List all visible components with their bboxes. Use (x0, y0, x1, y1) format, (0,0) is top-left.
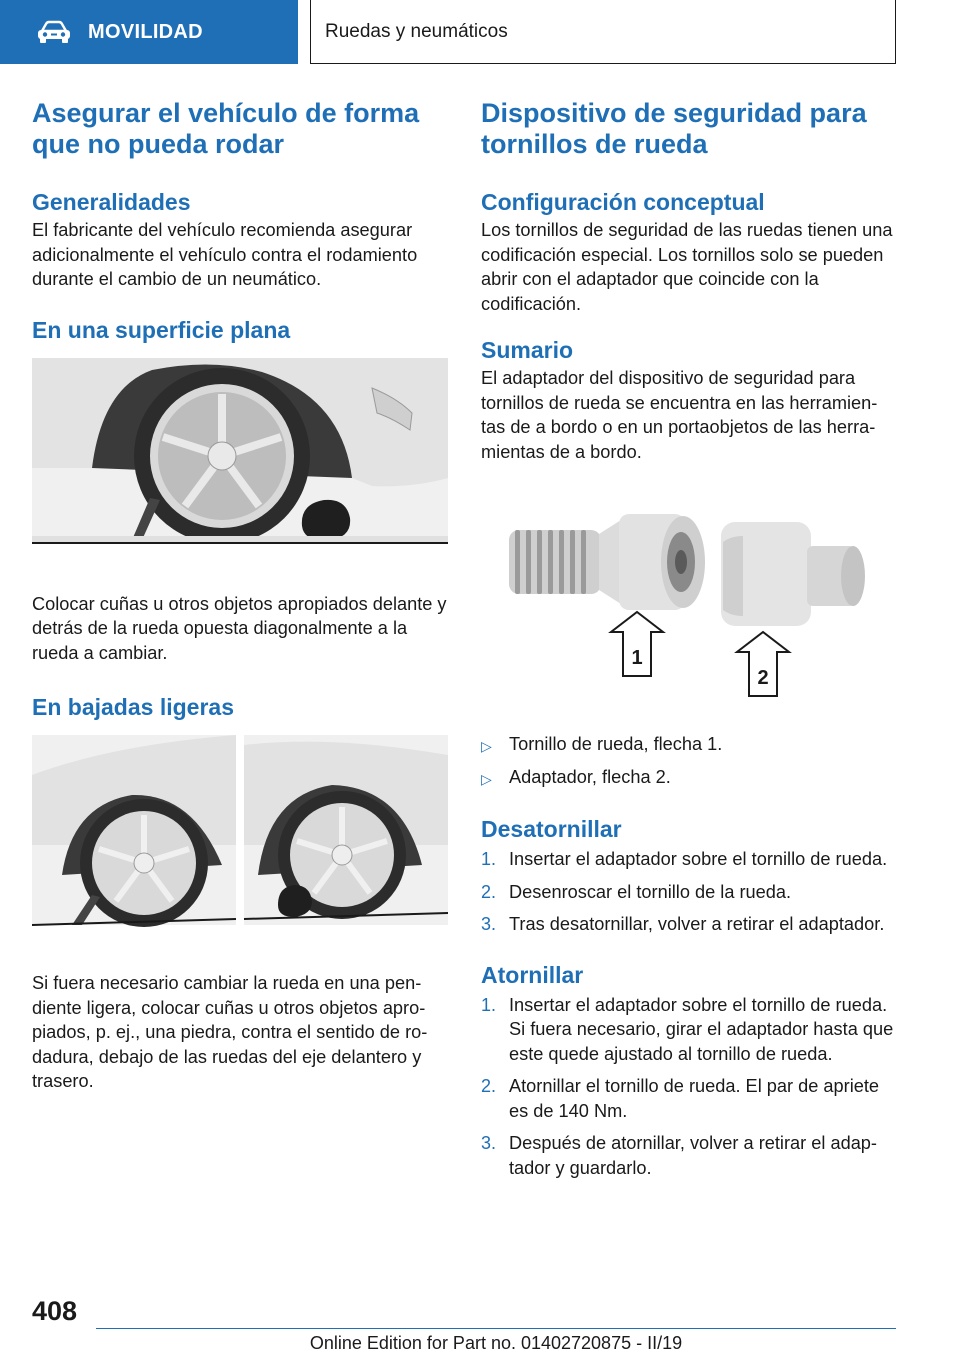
page-number: 408 (32, 1296, 78, 1326)
right-column (481, 98, 895, 1180)
section-tab[interactable] (0, 0, 298, 64)
bolt-adapter-illustration (481, 486, 895, 712)
triangle-bullet-icon: ▷ (481, 770, 492, 787)
list-item: 2. Desenroscar el tornillo de la rueda. (481, 881, 792, 902)
page-title-right: Dispositivo de seguridad para tornillos de rueda (481, 98, 867, 159)
heading-configuracion: Configuración conceptual (481, 189, 765, 215)
text-configuracion: Los tornillos de seguridad de las ruedas tienen una codificación especial. Los tornillos solo se pueden abrir con el adaptador que coincide con la codificación. (481, 220, 893, 314)
bolt-adapter-figure (481, 486, 895, 712)
screw-steps (481, 993, 895, 1181)
text-superficie-plana: Colocar cuñas u otros objetos apropiados delante y detrás de la rueda opuesta diagonalmente a la rueda a cambiar. (32, 593, 447, 663)
flat-surface-illustration (32, 358, 448, 544)
text-generalidades: El fabricante del vehículo recomienda asegurar adicionalmente el vehículo contra el rodamiento durante el cambio de un neumático. (32, 220, 418, 289)
page-title-left: Asegurar el vehículo de forma que no pueda rodar (32, 98, 420, 159)
list-item: 1. Insertar el adaptador sobre el tornillo de rueda. Si fuera necesario, girar el adaptador hasta que este quede ajustado al tornillo de rueda. (481, 994, 894, 1064)
arrow-label-1: 1 (631, 647, 643, 669)
list-item: ▷ Tornillo de rueda, flecha 1. (481, 732, 895, 757)
heading-bajadas-ligeras: En bajadas ligeras (32, 694, 234, 720)
text-sumario: El adaptador del dispositivo de seguridad para tornillos de rueda se encuentra en las herramientas de a bordo o en un portaobjetos de las herramientas de a bordo. (481, 368, 878, 462)
parts-list (481, 732, 895, 789)
footer-divider (96, 1328, 896, 1329)
chapter-header (310, 0, 896, 64)
edition-text: Online Edition for Part no. 01402720875 - II/19 (309, 1333, 683, 1353)
list-item: ▷ Adaptador, flecha 2. (481, 765, 895, 790)
section-title: MOVILIDAD (88, 20, 203, 43)
heading-superficie-plana: En una superficie plana (32, 316, 291, 343)
heading-atornillar: Atornillar (481, 961, 584, 988)
list-item: 3. Después de atornillar, volver a retirar el adaptador y guardarlo. (481, 1133, 877, 1178)
wheel-flat-figure (32, 358, 448, 544)
list-item: 2. Atornillar el tornillo de rueda. El par de apriete es de 140 Nm. (481, 1076, 880, 1121)
unscrew-steps (481, 847, 895, 937)
chapter-title: Ruedas y neumáticos (325, 20, 508, 42)
heading-desatornillar: Desatornillar (481, 816, 622, 842)
triangle-bullet-icon: ▷ (481, 738, 492, 754)
arrow-label-2: 2 (757, 667, 769, 689)
wheel-slope-figure (32, 735, 448, 931)
left-column (32, 98, 448, 1094)
heading-sumario: Sumario (481, 337, 574, 363)
slope-illustration (32, 735, 448, 931)
list-item: 1. Insertar el adaptador sobre el tornillo de rueda. (481, 849, 888, 869)
list-item: 3. Tras desatornillar, volver a retirar el adaptador. (481, 914, 885, 934)
car-icon (36, 20, 72, 44)
heading-generalidades: Generalidades (32, 189, 191, 215)
text-bajadas-ligeras: Si fuera necesario cambiar la rueda en una pendiente ligera, colocar cuñas u otros objetos apropiados, p. ej., una piedra, contra el sentido de rodadura, debajo de las ruedas del eje delantero y trasero. (32, 973, 428, 1091)
